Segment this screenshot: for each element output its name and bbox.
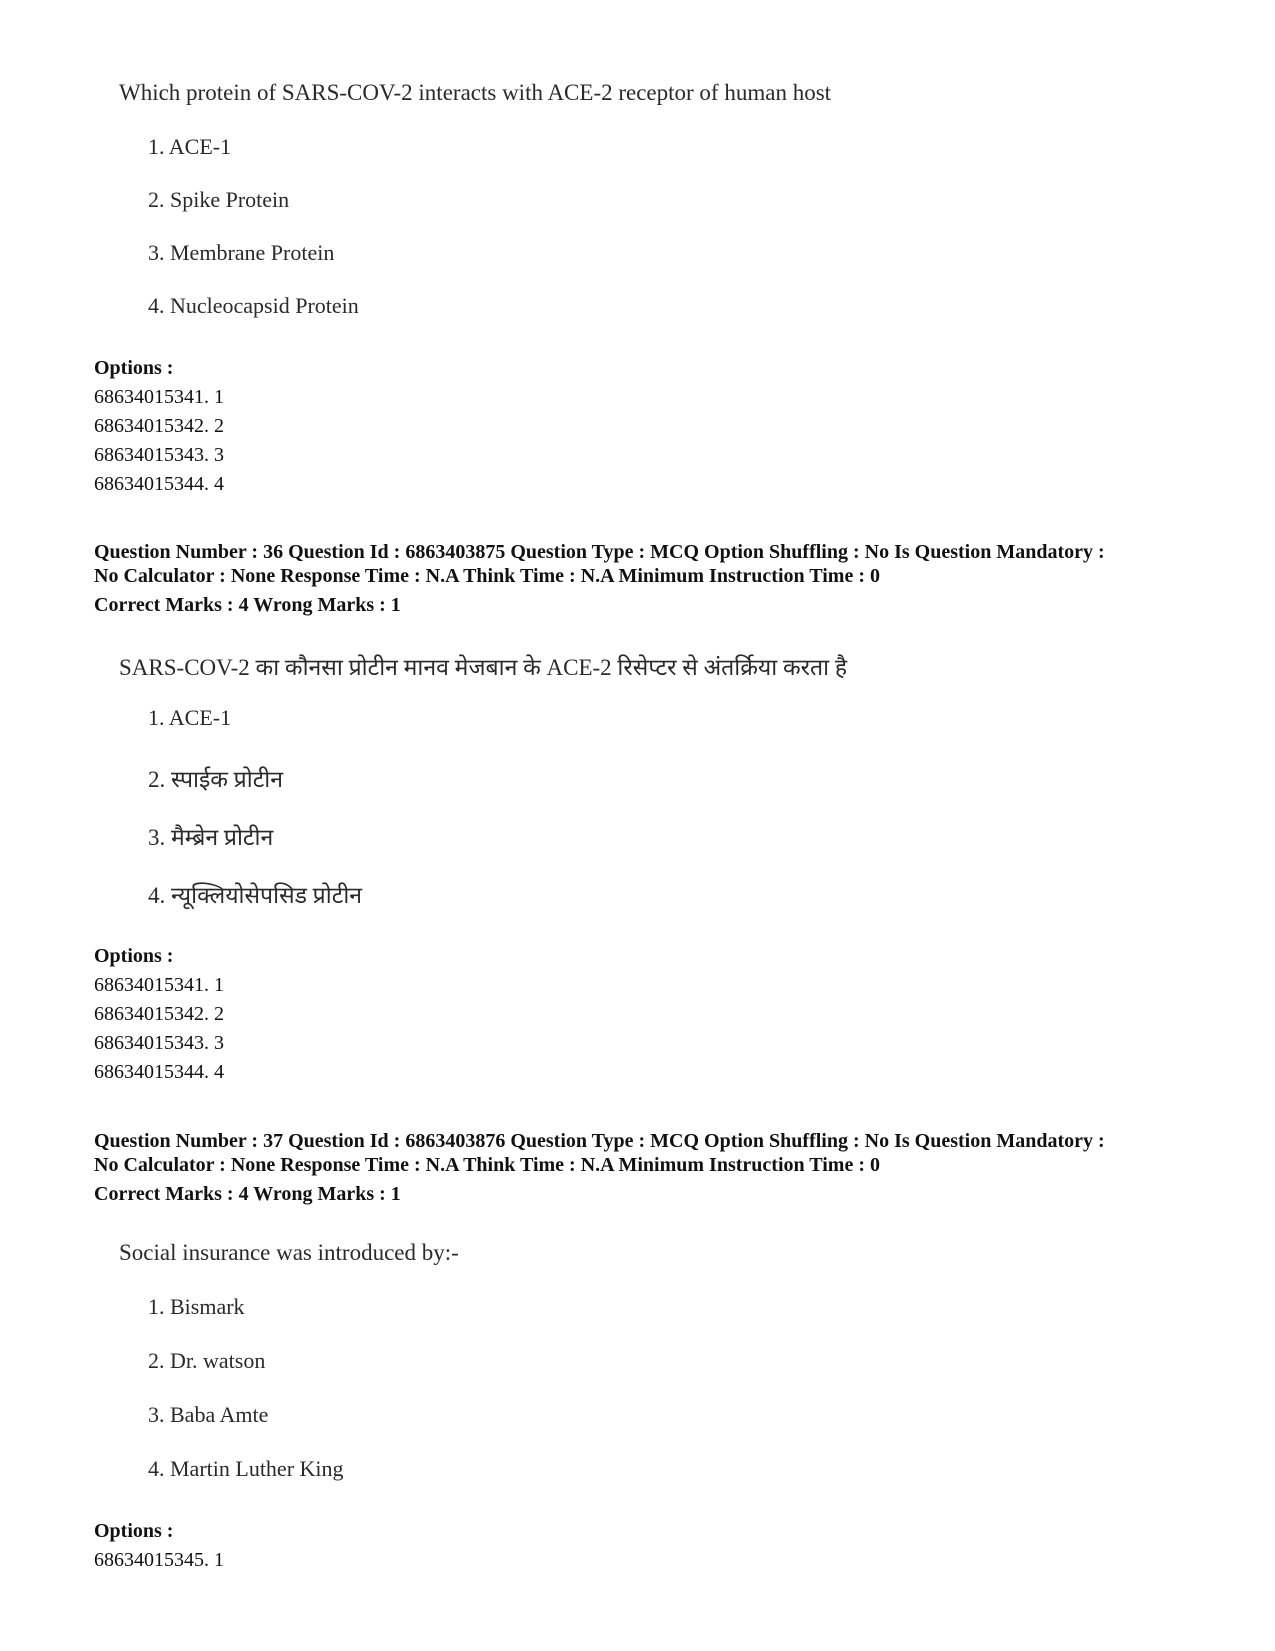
option-id-line: 68634015345. 1: [94, 1549, 224, 1571]
option-id-line: 68634015342. 2: [94, 415, 224, 437]
options-label: Options :: [94, 357, 174, 379]
option-id-line: 68634015343. 3: [94, 1032, 224, 1054]
option-id-line: 68634015344. 4: [94, 1061, 224, 1083]
question-text: SARS-COV-2 का कौनसा प्रोटीन मानव मेजबान के ACE-2 रिसेप्टर से अंतर्क्रिया करता है: [119, 655, 848, 680]
choice-4: 4. Martin Luther King: [148, 1456, 344, 1481]
choice-3: 3. मैम्ब्रेन प्रोटीन: [148, 825, 274, 850]
question-meta-line-2: No Calculator : None Response Time : N.A Think Time : N.A Minimum Instruction Time : 0: [94, 1154, 880, 1176]
choice-3: 3. Membrane Protein: [148, 240, 335, 265]
choice-4: 4. Nucleocapsid Protein: [148, 293, 359, 318]
choice-2: 2. Spike Protein: [148, 187, 290, 212]
question-text: Which protein of SARS-COV-2 interacts with ACE-2 receptor of human host: [119, 80, 832, 105]
question-meta-line-1: Question Number : 37 Question Id : 6863403876 Question Type : MCQ Option Shuffling : No Is Question Mandatory :: [94, 1130, 1105, 1152]
choice-2: 2. स्पाईक प्रोटीन: [148, 767, 284, 792]
question-meta-line-1: Question Number : 36 Question Id : 6863403875 Question Type : MCQ Option Shuffling : No Is Question Mandatory :: [94, 541, 1105, 563]
option-id-line: 68634015341. 1: [94, 386, 224, 408]
options-label: Options :: [94, 945, 174, 967]
choice-3: 3. Baba Amte: [148, 1402, 269, 1427]
options-label: Options :: [94, 1520, 174, 1542]
question-marks-line: Correct Marks : 4 Wrong Marks : 1: [94, 1183, 401, 1205]
choice-1: 1. ACE-1: [148, 705, 232, 730]
choice-1: 1. ACE-1: [148, 134, 232, 159]
choice-1: 1. Bismark: [148, 1294, 245, 1319]
option-id-line: 68634015341. 1: [94, 974, 224, 996]
question-meta-line-2: No Calculator : None Response Time : N.A Think Time : N.A Minimum Instruction Time : 0: [94, 565, 880, 587]
choice-4: 4. न्यूक्लियोसेपसिड प्रोटीन: [148, 883, 363, 908]
option-id-line: 68634015344. 4: [94, 473, 224, 495]
question-text: Social insurance was introduced by:-: [119, 1240, 459, 1265]
option-id-line: 68634015343. 3: [94, 444, 224, 466]
choice-2: 2. Dr. watson: [148, 1348, 266, 1373]
question-marks-line: Correct Marks : 4 Wrong Marks : 1: [94, 594, 401, 616]
option-id-line: 68634015342. 2: [94, 1003, 224, 1025]
